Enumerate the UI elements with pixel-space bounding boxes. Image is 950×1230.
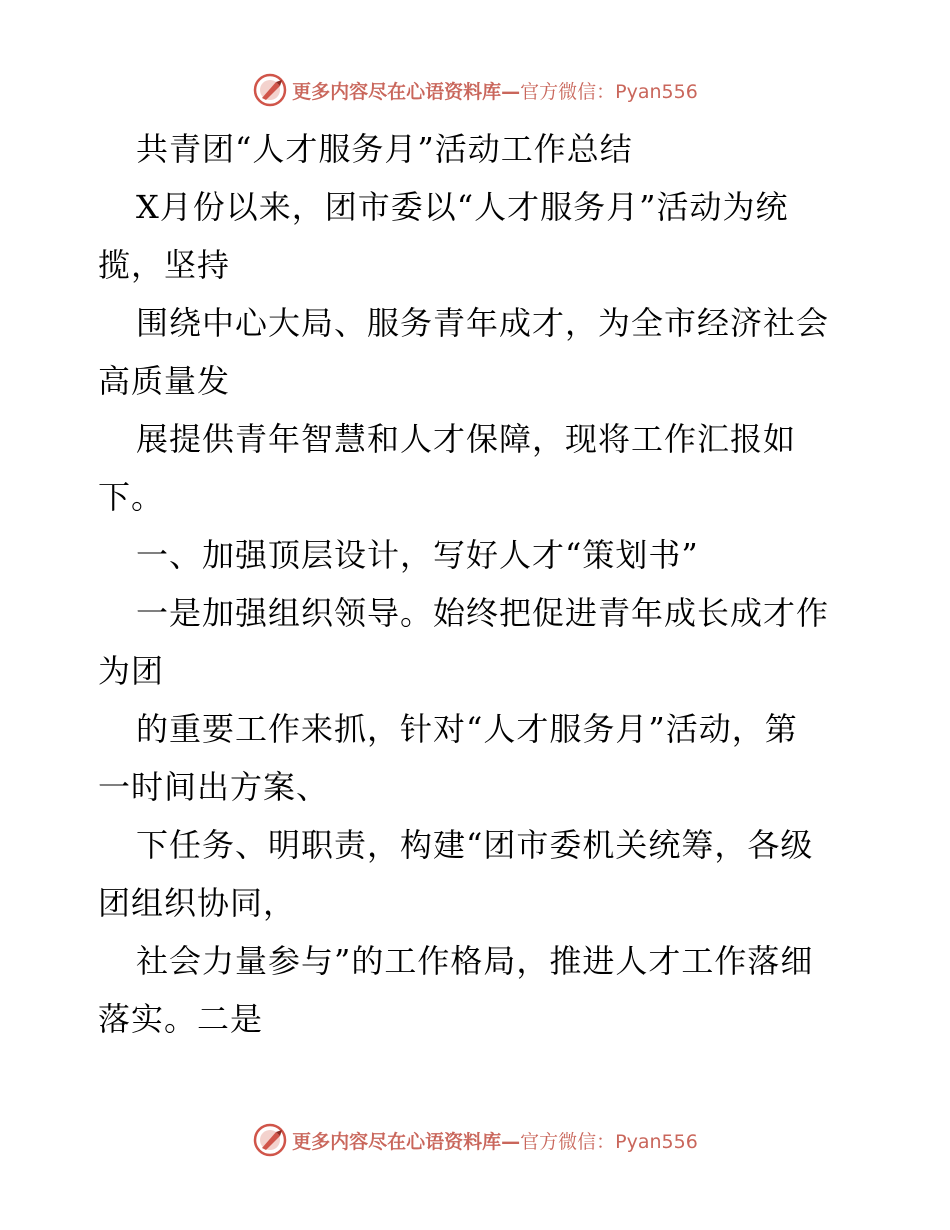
- document-body: [98, 120, 858, 1048]
- document-line: 一、加强顶层设计，写好人才“策划书”: [136, 536, 699, 574]
- footer-banner-title: 更多内容尽在心语资料库—: [292, 1130, 521, 1153]
- header-banner-wechat: 官方微信：Pyan556: [520, 80, 698, 103]
- document-line: 共青团“人才服务月”活动工作总结: [136, 130, 633, 168]
- document-line: 的重要工作来抓，针对“人才服务月”活动，第: [136, 710, 798, 748]
- document-line: 揽，坚持: [98, 246, 231, 284]
- document-line: 下任务、明职责，构建“团市委机关统筹，各级: [136, 826, 814, 864]
- footer-banner-wechat: 官方微信：Pyan556: [520, 1130, 698, 1153]
- pen-nib-logo-icon: [252, 72, 288, 108]
- document-line: 围绕中心大局、服务青年成才，为全市经济社会: [136, 304, 830, 342]
- document-line: 落实。二是: [98, 1000, 264, 1038]
- document-line: 展提供青年智慧和人才保障，现将工作汇报如: [136, 420, 797, 458]
- document-line: 一时间出方案、: [98, 768, 330, 806]
- document-line: 为团: [98, 652, 165, 690]
- pen-nib-logo-icon: [252, 1122, 288, 1158]
- document-line: 社会力量参与”的工作格局，推进人才工作落细: [136, 942, 814, 980]
- header-banner-title: 更多内容尽在心语资料库—: [292, 80, 521, 103]
- header-banner: [0, 70, 950, 110]
- document-line: 团组织协同，: [98, 884, 297, 922]
- footer-banner: [0, 1120, 950, 1160]
- document-line: 下。: [98, 478, 165, 516]
- document-line: X月份以来，团市委以“人才服务月”活动为统: [136, 188, 789, 226]
- document-line: 一是加强组织领导。始终把促进青年成长成才作: [136, 594, 830, 632]
- document-line: 高质量发: [98, 362, 231, 400]
